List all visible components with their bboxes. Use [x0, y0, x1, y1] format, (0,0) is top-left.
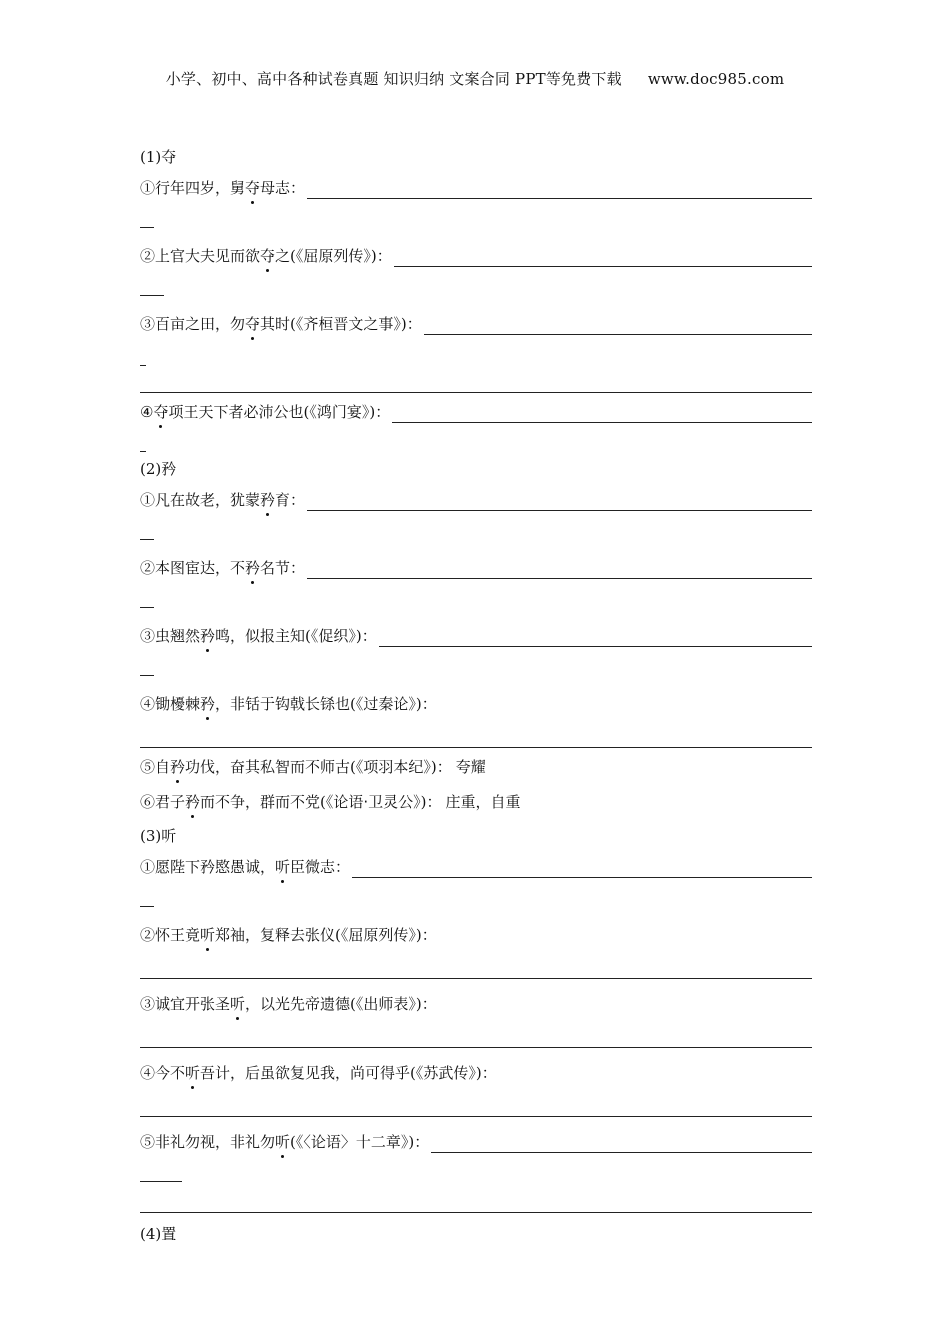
question-text: 《促织》: [310, 627, 356, 645]
question-text: (2)矜: [140, 460, 177, 478]
question-text: ⑤非礼勿视，非礼勿: [140, 1133, 276, 1151]
header-text: 小学、初中、高中各种试卷真题 知识归纳 文案合同 PPT等免费下载: [165, 70, 622, 88]
answer-blank-continuation: [140, 659, 154, 676]
question-text: 《论语·卫灵公》: [325, 793, 421, 811]
answer-line[interactable]: [140, 960, 812, 979]
question-text: ③诚宜开张圣: [140, 995, 231, 1013]
question-text: ③虫翘然: [140, 627, 201, 645]
answer-blank-continuation: [140, 1165, 182, 1182]
question-text: 母志：: [260, 179, 306, 197]
question-text: ①行年四岁，舅: [140, 179, 246, 197]
question-text: 臣微志：: [290, 858, 351, 876]
answer-line[interactable]: [140, 1194, 812, 1213]
question-text: )：: [415, 995, 437, 1013]
question-ting-1: [140, 856, 812, 878]
question-text: 《鸿门宴》: [309, 403, 370, 421]
question-text: 名节：: [260, 559, 306, 577]
key-character: 矜: [245, 559, 261, 577]
key-character: 矜: [200, 695, 216, 713]
page-header: [0, 68, 950, 89]
key-character: 夺: [245, 315, 261, 333]
question-text: ⑥君子: [140, 793, 186, 811]
question-jin-5: [140, 756, 812, 778]
answer-text: 夸耀: [455, 758, 486, 776]
question-text: 育：: [275, 491, 306, 509]
question-text: )：: [400, 315, 422, 333]
question-ting-2: [140, 924, 812, 946]
question-text: ①愿陛下矜愍愚诚，: [140, 858, 276, 876]
question-text: )：: [370, 247, 392, 265]
question-text: )：: [408, 1133, 430, 1151]
key-character: 夺: [260, 247, 276, 265]
question-text: )：: [415, 926, 437, 944]
question-duo-3: [140, 313, 812, 335]
question-text: )：: [355, 627, 377, 645]
question-text: ②怀王竟: [140, 926, 201, 944]
answer-blank-continuation: [140, 523, 154, 540]
answer-blank-continuation: [140, 279, 164, 296]
question-text: (4)置: [140, 1225, 177, 1243]
question-text: ⑤自: [140, 758, 171, 776]
answer-line[interactable]: [140, 1029, 812, 1048]
question-text: )：: [475, 1064, 497, 1082]
key-character: 矜: [170, 758, 186, 776]
key-character: 夺: [245, 179, 261, 197]
question-text: 《齐桓晋文之事》: [295, 315, 401, 333]
question-text: ③百亩之田，勿: [140, 315, 246, 333]
question-text: 《屈原列传》: [340, 926, 416, 944]
answer-blank-continuation: [140, 591, 154, 608]
answer-blank[interactable]: [424, 319, 812, 335]
question-jin-1: [140, 489, 812, 511]
answer-blank[interactable]: [307, 495, 812, 511]
answer-line[interactable]: [140, 1098, 812, 1117]
key-character: 听: [185, 1064, 201, 1082]
section-title-duo: [140, 146, 812, 168]
question-jin-6: [140, 791, 812, 813]
question-text: (1)夺: [140, 148, 177, 166]
answer-blank-continuation: [140, 435, 146, 452]
question-text: 其时(: [260, 315, 296, 333]
question-text: 之(: [275, 247, 296, 265]
question-text: 功伐，奋其私智而不师古(: [185, 758, 356, 776]
answer-line[interactable]: [140, 374, 812, 393]
question-text: 《苏武传》: [415, 1064, 476, 1082]
question-text: 《项羽本纪》: [355, 758, 431, 776]
question-text: ④: [140, 403, 154, 421]
question-text: ②上官大夫见而欲: [140, 247, 261, 265]
question-jin-4: [140, 693, 812, 715]
answer-blank[interactable]: [392, 407, 812, 423]
question-text: 而不争，群而不党(: [200, 793, 326, 811]
question-text: 吾计，后虽欲复见我，尚可得乎(: [200, 1064, 416, 1082]
answer-blank[interactable]: [307, 183, 812, 199]
question-text: (3)听: [140, 827, 177, 845]
question-text: 《出师表》: [355, 995, 416, 1013]
question-text: )：: [415, 695, 437, 713]
key-character: 夺: [153, 403, 169, 421]
answer-text: 庄重，自重: [445, 793, 521, 811]
question-jin-2: [140, 557, 812, 579]
answer-blank[interactable]: [352, 862, 812, 878]
answer-blank[interactable]: [394, 251, 812, 267]
question-text: 郑袖，复释去张仪(: [215, 926, 341, 944]
answer-blank[interactable]: [307, 563, 812, 579]
key-character: 听: [275, 1133, 291, 1151]
header-site: www.doc985.com: [647, 70, 785, 88]
question-text: (: [290, 1133, 296, 1151]
question-text: 《过秦论》: [355, 695, 416, 713]
question-ting-5: [140, 1131, 812, 1153]
answer-blank-continuation: [140, 211, 154, 228]
question-duo-1: [140, 177, 812, 199]
question-text: ④今不: [140, 1064, 186, 1082]
answer-blank[interactable]: [379, 631, 812, 647]
question-duo-2: [140, 245, 812, 267]
exercise-content: [140, 146, 812, 1245]
section-title-zhi: [140, 1223, 812, 1245]
question-ting-4: [140, 1062, 812, 1084]
question-jin-3: [140, 625, 812, 647]
question-text: ，非铦于钩戟长铩也(: [215, 695, 356, 713]
answer-blank-continuation: [140, 890, 154, 907]
question-text: 项王天下者必沛公也(: [168, 403, 310, 421]
question-text: )：: [430, 758, 452, 776]
question-text: )：: [420, 793, 442, 811]
key-character: 听: [230, 995, 246, 1013]
answer-line[interactable]: [140, 729, 812, 748]
question-text: ②本图宦达，不: [140, 559, 246, 577]
section-title-jin: [140, 458, 812, 480]
question-text: ④锄櫌棘: [140, 695, 201, 713]
question-text: ，以光先帝遗德(: [245, 995, 356, 1013]
section-title-ting: [140, 825, 812, 847]
key-character: 听: [200, 926, 216, 944]
question-text: 鸣，似报主知(: [215, 627, 311, 645]
question-text: ①凡在故老，犹蒙: [140, 491, 261, 509]
key-character: 矜: [200, 627, 216, 645]
question-duo-4: [140, 401, 812, 423]
question-ting-3: [140, 993, 812, 1015]
question-text: )：: [369, 403, 391, 421]
question-text: 《屈原列传》: [295, 247, 371, 265]
key-character: 矜: [185, 793, 201, 811]
answer-blank-continuation: [140, 349, 146, 366]
question-text: 《〈论语〉十二章》: [295, 1133, 409, 1151]
key-character: 听: [275, 858, 291, 876]
answer-blank[interactable]: [431, 1137, 812, 1153]
key-character: 矜: [260, 491, 276, 509]
